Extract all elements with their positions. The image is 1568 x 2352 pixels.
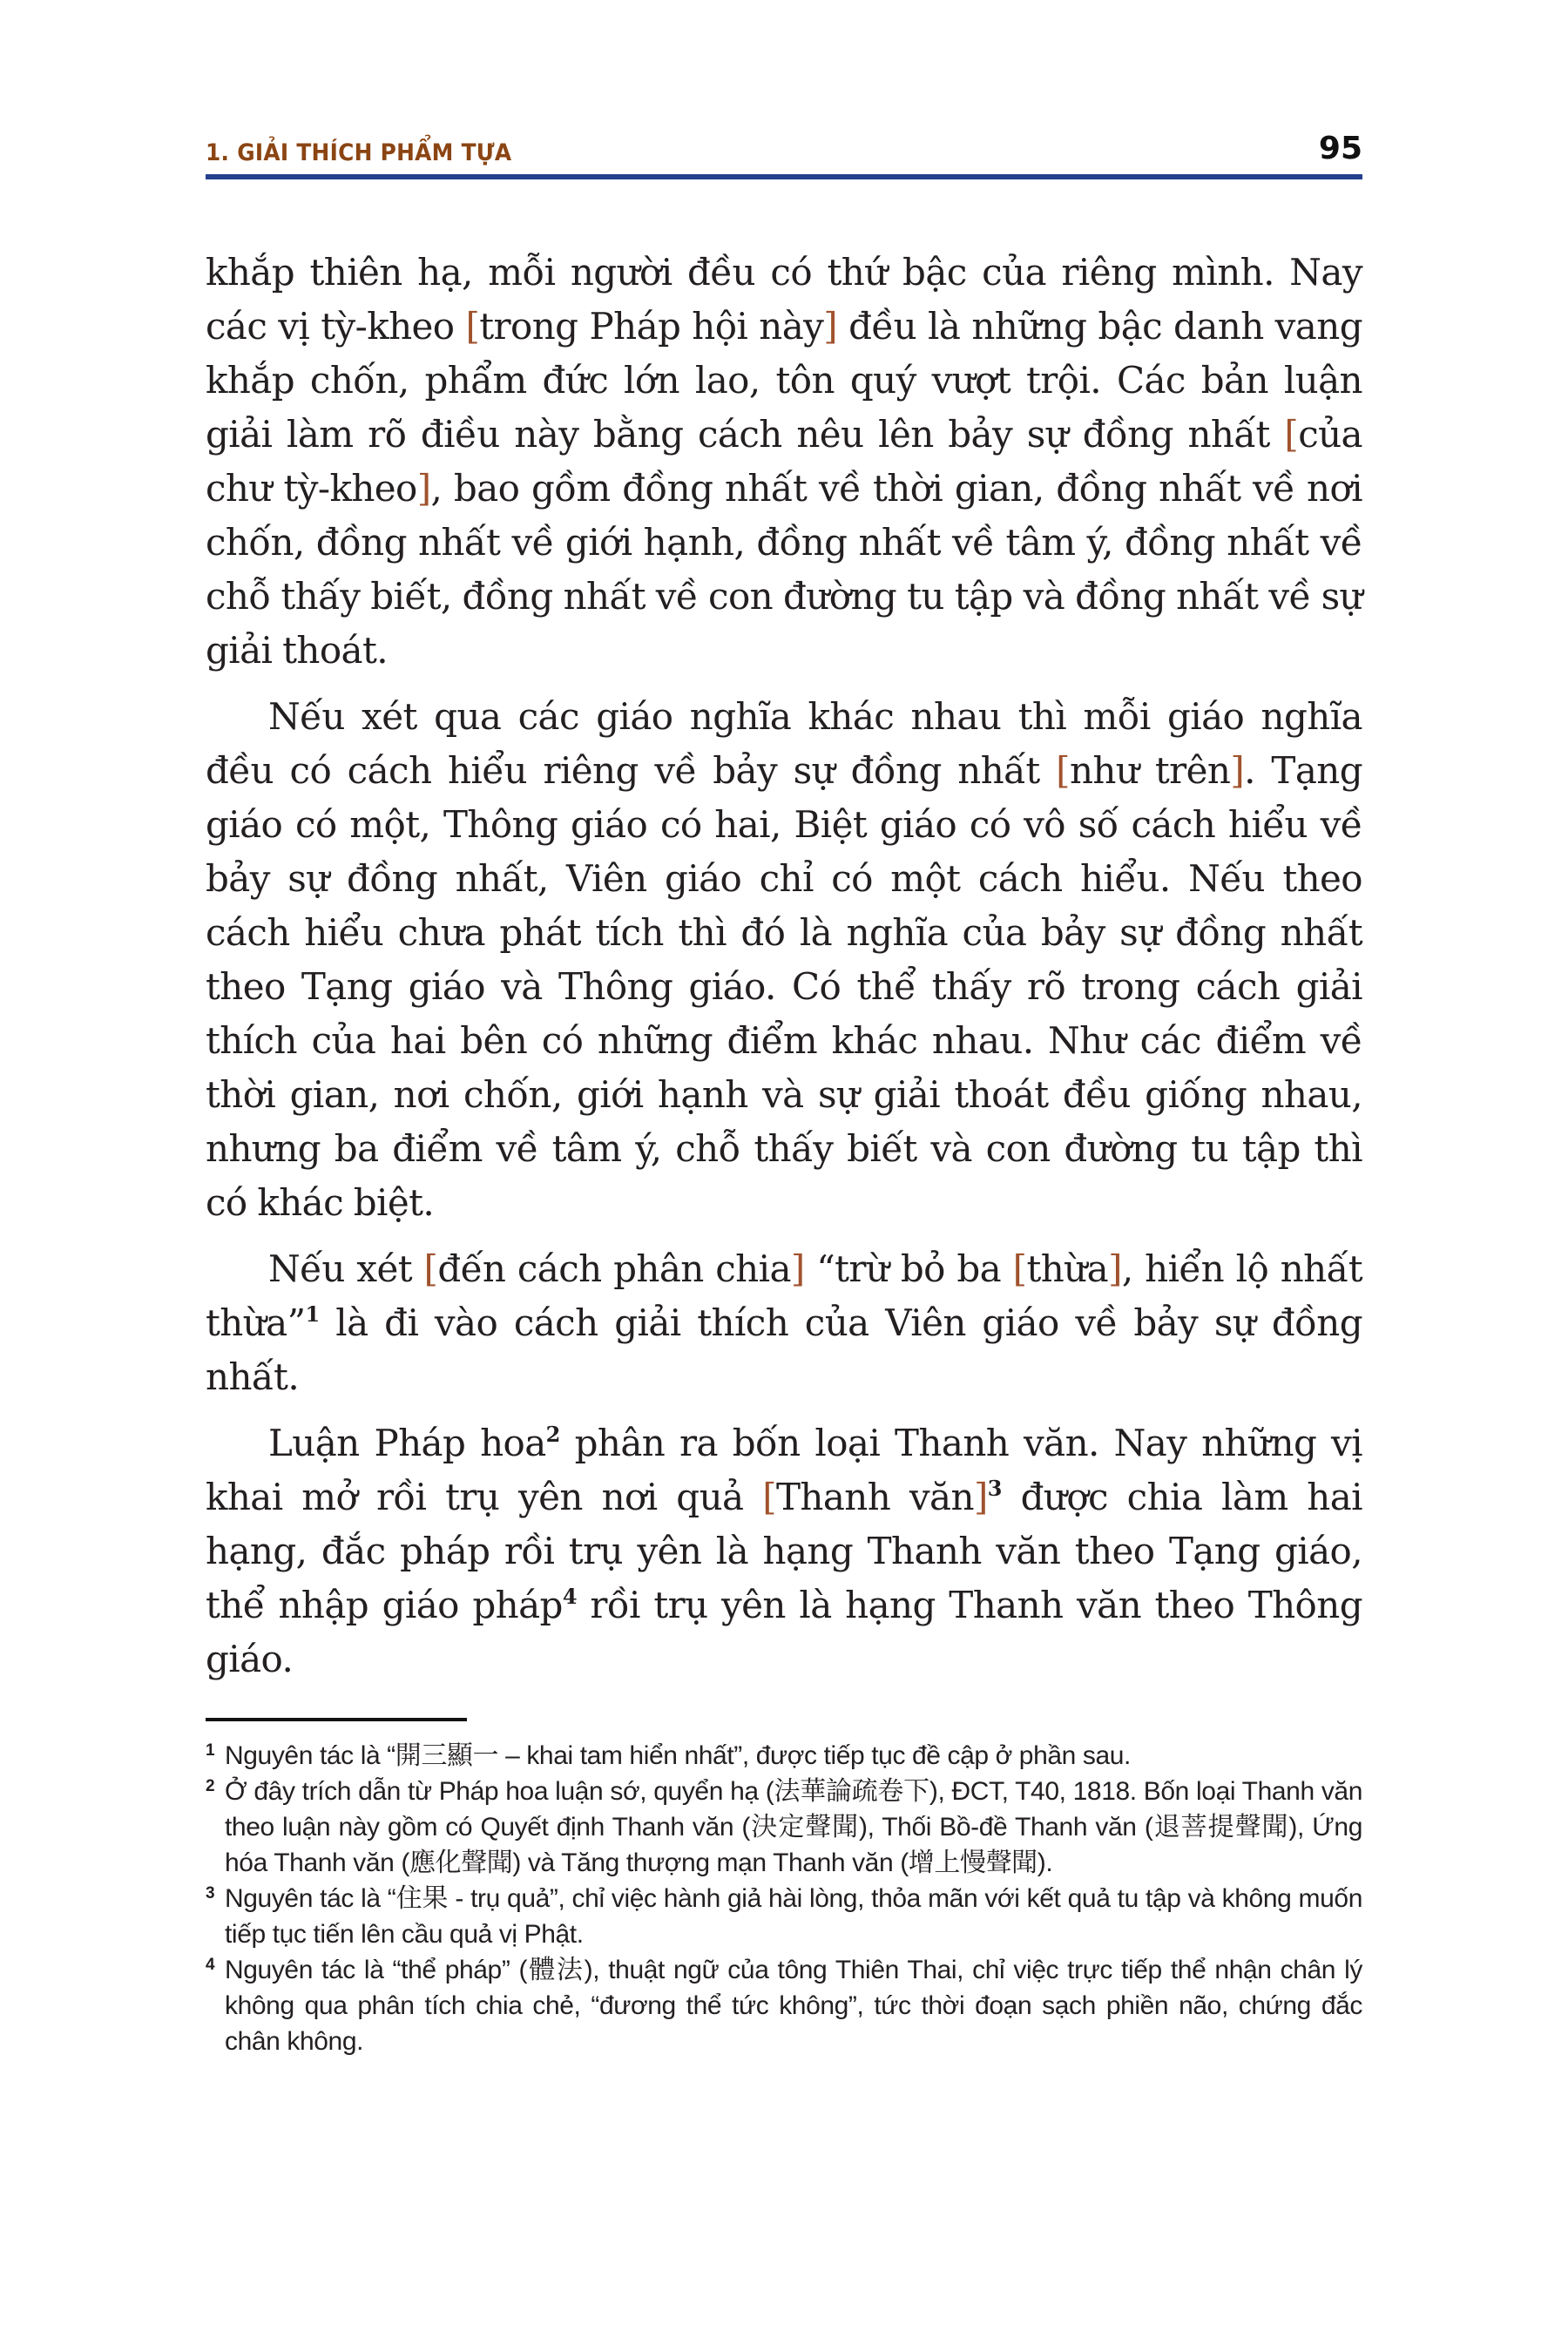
text-run: khắp thiên hạ, mỗi người đều có thứ bậc của riêng mình. Nay các vị tỳ-kheo xyxy=(206,251,1362,348)
text-run: của chư tỳ-kheo xyxy=(206,413,1362,510)
footnotes xyxy=(206,1738,1362,2059)
editorial-bracket: [ xyxy=(762,1476,776,1518)
text-run: Nếu xét qua các giáo nghĩa khác nhau thì mỗi giáo nghĩa đều có cách hiểu riêng về bảy sự đồng nhất xyxy=(206,695,1362,792)
text-run: phân ra bốn loại Thanh văn. Nay những vị khai mở rồi trụ yên nơi quả xyxy=(206,1422,1362,1518)
text-run: đến cách phân chia xyxy=(437,1247,791,1290)
footnote-reference[interactable]: 1 xyxy=(305,1301,320,1327)
editorial-bracket: ] xyxy=(823,305,838,348)
text-run: trong Pháp hội này xyxy=(479,305,824,348)
text-run: Nếu xét xyxy=(268,1247,424,1290)
footnote xyxy=(206,1881,1362,1952)
chapter-title: 1. GIẢI THÍCH PHẨM TỰA xyxy=(206,139,512,166)
footnote-number: 2 xyxy=(206,1777,215,1795)
header-rule xyxy=(206,174,1362,179)
text-run: Luận Pháp hoa xyxy=(268,1422,546,1464)
footnote-number: 3 xyxy=(206,1884,215,1903)
running-header xyxy=(206,131,1362,174)
footnote xyxy=(206,1952,1362,2059)
footnote-number: 1 xyxy=(206,1741,215,1760)
editorial-bracket: ] xyxy=(1108,1247,1122,1290)
footnote-text: Nguyên tác là “thể pháp” (體法), thuật ngữ của tông Thiên Thai, chỉ việc trực tiếp thể nhận chân lý không qua phân tích chia chẻ, “đương thể tức không”, tức thời đoạn sạch phiền não, chứng đắc chân không. xyxy=(225,1956,1362,2056)
editorial-bracket: [ xyxy=(465,305,480,348)
footnote-reference[interactable]: 3 xyxy=(987,1476,1002,1501)
text-run: rồi trụ yên là hạng Thanh văn theo Thông giáo. xyxy=(206,1584,1362,1680)
page-number: 95 xyxy=(1318,131,1362,166)
footnote-reference[interactable]: 4 xyxy=(562,1584,577,1609)
body-paragraph xyxy=(206,690,1362,1230)
body-paragraph xyxy=(206,246,1362,678)
editorial-bracket: ] xyxy=(973,1476,988,1518)
body-paragraph xyxy=(206,1416,1362,1686)
editorial-bracket: [ xyxy=(423,1247,438,1290)
footnote-text: Nguyên tác là “住果 - trụ quả”, chỉ việc hành giả hài lòng, thỏa mãn với kết quả tu tập và không muốn tiếp tục tiến lên cầu quả vị Phật. xyxy=(225,1884,1362,1949)
editorial-bracket: ] xyxy=(1230,749,1245,792)
text-run: được chia làm hai hạng, đắc pháp rồi trụ yên là hạng Thanh văn theo Tạng giáo, thể nhập giáo pháp xyxy=(206,1476,1362,1626)
editorial-bracket: [ xyxy=(1284,413,1299,456)
text-run: là đi vào cách giải thích của Viên giáo về bảy sự đồng nhất. xyxy=(206,1301,1362,1398)
text-run: . Tạng giáo có một, Thông giáo có hai, Biệt giáo có vô số cách hiểu về bảy sự đồng nhất, Viên giáo chỉ có một cách hiểu. Nếu theo cách hiểu chưa phát tích thì đó là nghĩa của bảy sự đồng nhất theo Tạng giáo và Thông giáo. Có thể thấy rõ trong cách giải thích của hai bên có những điểm khác nhau. Như các điểm về thời gian, nơi chốn, giới hạnh và sự giải thoát đều giống nhau, nhưng ba điểm về tâm ý, chỗ thấy biết và con đường tu tập thì có khác biệt. xyxy=(206,749,1363,1224)
footnote-number: 4 xyxy=(206,1956,215,1974)
footnote xyxy=(206,1738,1362,1774)
text-run: , bao gồm đồng nhất về thời gian, đồng nhất về nơi chốn, đồng nhất về giới hạnh, đồng nhất về tâm ý, đồng nhất về chỗ thấy biết, đồng nhất về con đường tu tập và đồng nhất về sự giải thoát. xyxy=(206,467,1362,672)
text-run: “trừ bỏ ba xyxy=(804,1247,1013,1290)
editorial-bracket: [ xyxy=(1012,1247,1027,1290)
text-run: thừa xyxy=(1026,1247,1109,1290)
footnote-text: Nguyên tác là “開三顯一 – khai tam hiển nhất”, được tiếp tục đề cập ở phần sau. xyxy=(225,1741,1131,1770)
footnote-reference[interactable]: 2 xyxy=(545,1422,560,1447)
text-run: như trên xyxy=(1069,749,1231,792)
text-run: Thanh văn xyxy=(776,1476,974,1518)
editorial-bracket: [ xyxy=(1056,749,1070,792)
text-run: , hiển lộ nhất thừa” xyxy=(206,1247,1363,1344)
footnote-separator xyxy=(206,1718,467,1721)
text-run: đều là những bậc danh vang khắp chốn, phẩm đức lớn lao, tôn quý vượt trội. Các bản luận giải làm rõ điều này bằng cách nêu lên bảy sự đồng nhất xyxy=(206,305,1362,456)
body-text xyxy=(206,246,1362,1699)
editorial-bracket: ] xyxy=(416,467,431,510)
footnote xyxy=(206,1774,1362,1881)
footnote-text: Ở đây trích dẫn từ Pháp hoa luận sớ, quyển hạ (法華論疏卷下), ĐCT, T40, 1818. Bốn loại Thanh văn theo luận này gồm có Quyết định Thanh văn (決定聲聞), Thối Bồ-đề Thanh văn (退菩提聲聞), Ứng hóa Thanh văn (應化聲聞) và Tăng thượng mạn Thanh văn (增上慢聲聞). xyxy=(225,1777,1362,1877)
body-paragraph xyxy=(206,1242,1362,1404)
editorial-bracket: ] xyxy=(790,1247,805,1290)
